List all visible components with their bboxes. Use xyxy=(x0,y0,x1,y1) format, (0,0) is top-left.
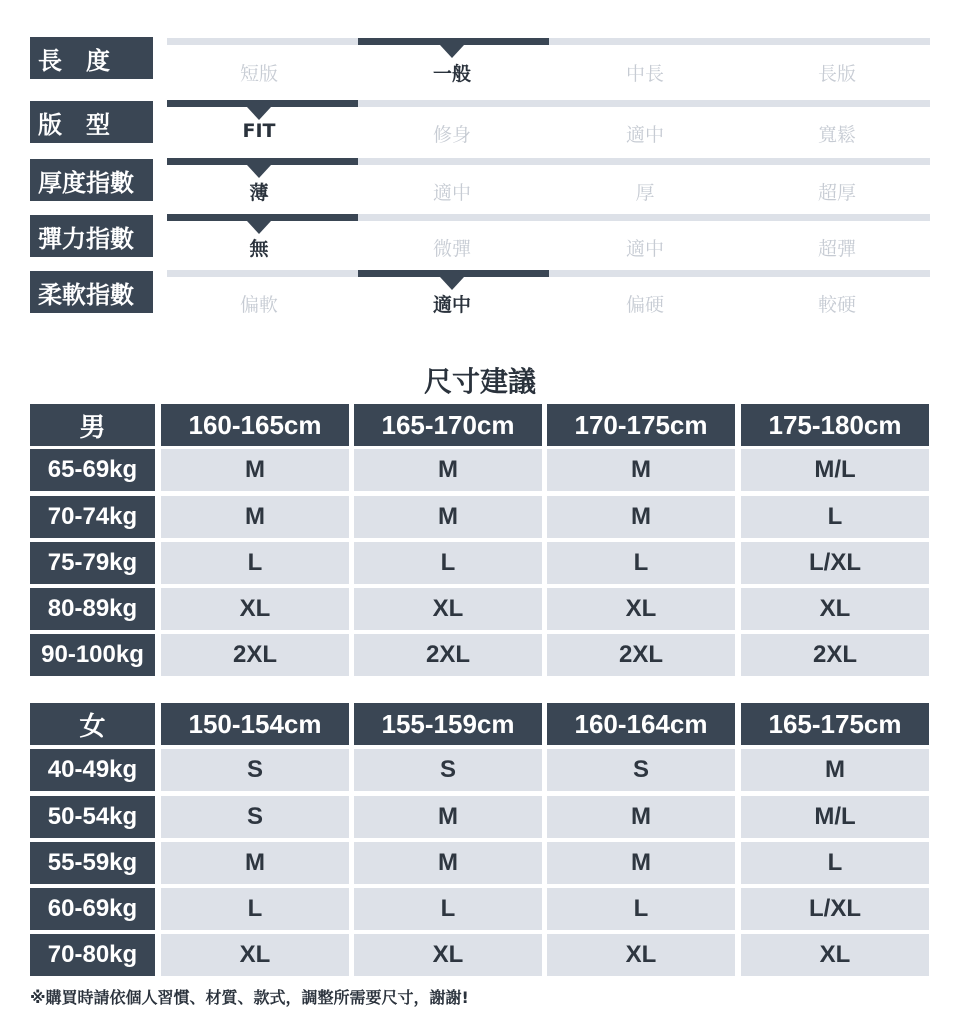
column-header-height: 170-175cm xyxy=(547,404,735,446)
attribute-scale-bar xyxy=(167,270,930,277)
size-cell: L xyxy=(161,542,349,584)
attribute-scale-bar xyxy=(167,38,930,45)
scale-marker-triangle xyxy=(440,45,464,58)
column-header-height: 160-165cm xyxy=(161,404,349,446)
size-cell: M xyxy=(547,496,735,538)
attribute-scale-bar xyxy=(167,100,930,107)
size-cell: L xyxy=(354,542,542,584)
table-corner-gender: 男 xyxy=(30,404,155,446)
column-header-height: 165-175cm xyxy=(741,703,929,745)
size-cell: XL xyxy=(354,588,542,630)
size-cell: M/L xyxy=(741,796,929,838)
size-cell: L xyxy=(741,842,929,884)
scale-option: 較硬 xyxy=(817,294,856,316)
scale-selected-segment xyxy=(167,158,358,165)
size-cell: L xyxy=(547,542,735,584)
column-header-height: 175-180cm xyxy=(741,404,929,446)
scale-option: 偏硬 xyxy=(625,294,664,316)
size-cell: M/L xyxy=(741,449,929,491)
size-cell: M xyxy=(547,842,735,884)
size-cell: XL xyxy=(741,588,929,630)
scale-marker-triangle xyxy=(247,221,271,234)
scale-selected-segment xyxy=(358,270,549,277)
scale-option: 厚 xyxy=(635,182,655,204)
size-cell: M xyxy=(547,449,735,491)
size-cell: M xyxy=(161,842,349,884)
size-guide-title: 尺寸建議 xyxy=(423,365,536,398)
size-cell: XL xyxy=(547,588,735,630)
scale-option-selected: 一般 xyxy=(432,63,471,85)
scale-option: 超厚 xyxy=(817,182,856,204)
scale-option-selected: 薄 xyxy=(249,182,269,204)
attribute-scale-bar xyxy=(167,214,930,221)
row-header-weight: 55-59kg xyxy=(30,842,155,884)
size-cell: L xyxy=(741,496,929,538)
scale-marker-triangle xyxy=(440,277,464,290)
size-cell: XL xyxy=(161,588,349,630)
row-header-weight: 90-100kg xyxy=(30,634,155,676)
attribute-scale-bar xyxy=(167,158,930,165)
size-cell: M xyxy=(547,796,735,838)
scale-selected-segment xyxy=(358,38,549,45)
scale-option: 偏軟 xyxy=(239,294,278,316)
size-cell: 2XL xyxy=(547,634,735,676)
scale-option: 適中 xyxy=(625,124,664,146)
scale-marker-triangle xyxy=(247,107,271,120)
size-cell: XL xyxy=(354,934,542,976)
scale-option: 中長 xyxy=(625,63,664,85)
scale-option: 長版 xyxy=(817,63,856,85)
row-header-weight: 50-54kg xyxy=(30,796,155,838)
size-cell: L xyxy=(161,888,349,930)
size-cell: M xyxy=(741,749,929,791)
size-cell: S xyxy=(161,749,349,791)
size-cell: M xyxy=(354,449,542,491)
row-header-weight: 65-69kg xyxy=(30,449,155,491)
size-cell: S xyxy=(161,796,349,838)
attribute-label: 彈力指數 xyxy=(30,215,153,257)
attribute-label: 柔軟指數 xyxy=(30,271,153,313)
row-header-weight: 75-79kg xyxy=(30,542,155,584)
size-cell: L xyxy=(547,888,735,930)
scale-option: 超彈 xyxy=(817,238,856,260)
size-cell: XL xyxy=(161,934,349,976)
scale-option: 短版 xyxy=(239,63,278,85)
size-cell: M xyxy=(161,449,349,491)
scale-option-selected: FIT xyxy=(242,120,276,142)
scale-selected-segment xyxy=(167,100,358,107)
scale-marker-triangle xyxy=(247,165,271,178)
scale-option: 寬鬆 xyxy=(817,124,856,146)
scale-option-selected: 適中 xyxy=(432,294,471,316)
row-header-weight: 70-74kg xyxy=(30,496,155,538)
scale-option-selected: 無 xyxy=(249,238,269,260)
size-cell: M xyxy=(354,842,542,884)
row-header-weight: 80-89kg xyxy=(30,588,155,630)
size-cell: S xyxy=(547,749,735,791)
size-cell: M xyxy=(354,796,542,838)
scale-option: 適中 xyxy=(625,238,664,260)
size-cell: L/XL xyxy=(741,888,929,930)
size-cell: S xyxy=(354,749,542,791)
size-cell: XL xyxy=(741,934,929,976)
scale-option: 微彈 xyxy=(432,238,471,260)
scale-selected-segment xyxy=(167,214,358,221)
row-header-weight: 40-49kg xyxy=(30,749,155,791)
column-header-height: 150-154cm xyxy=(161,703,349,745)
scale-option: 修身 xyxy=(432,124,471,146)
table-corner-gender: 女 xyxy=(30,703,155,745)
size-cell: L xyxy=(354,888,542,930)
size-cell: L/XL xyxy=(741,542,929,584)
size-cell: M xyxy=(354,496,542,538)
size-cell: 2XL xyxy=(161,634,349,676)
row-header-weight: 60-69kg xyxy=(30,888,155,930)
row-header-weight: 70-80kg xyxy=(30,934,155,976)
size-cell: M xyxy=(161,496,349,538)
attribute-label: 長 度 xyxy=(30,37,153,79)
size-cell: 2XL xyxy=(741,634,929,676)
column-header-height: 160-164cm xyxy=(547,703,735,745)
scale-option: 適中 xyxy=(432,182,471,204)
column-header-height: 155-159cm xyxy=(354,703,542,745)
footnote: ※購買時請依個人習慣、材質、款式，調整所需要尺寸，謝謝! xyxy=(30,988,469,1007)
size-cell: XL xyxy=(547,934,735,976)
attribute-label: 厚度指數 xyxy=(30,159,153,201)
attribute-label: 版 型 xyxy=(30,101,153,143)
size-cell: 2XL xyxy=(354,634,542,676)
column-header-height: 165-170cm xyxy=(354,404,542,446)
